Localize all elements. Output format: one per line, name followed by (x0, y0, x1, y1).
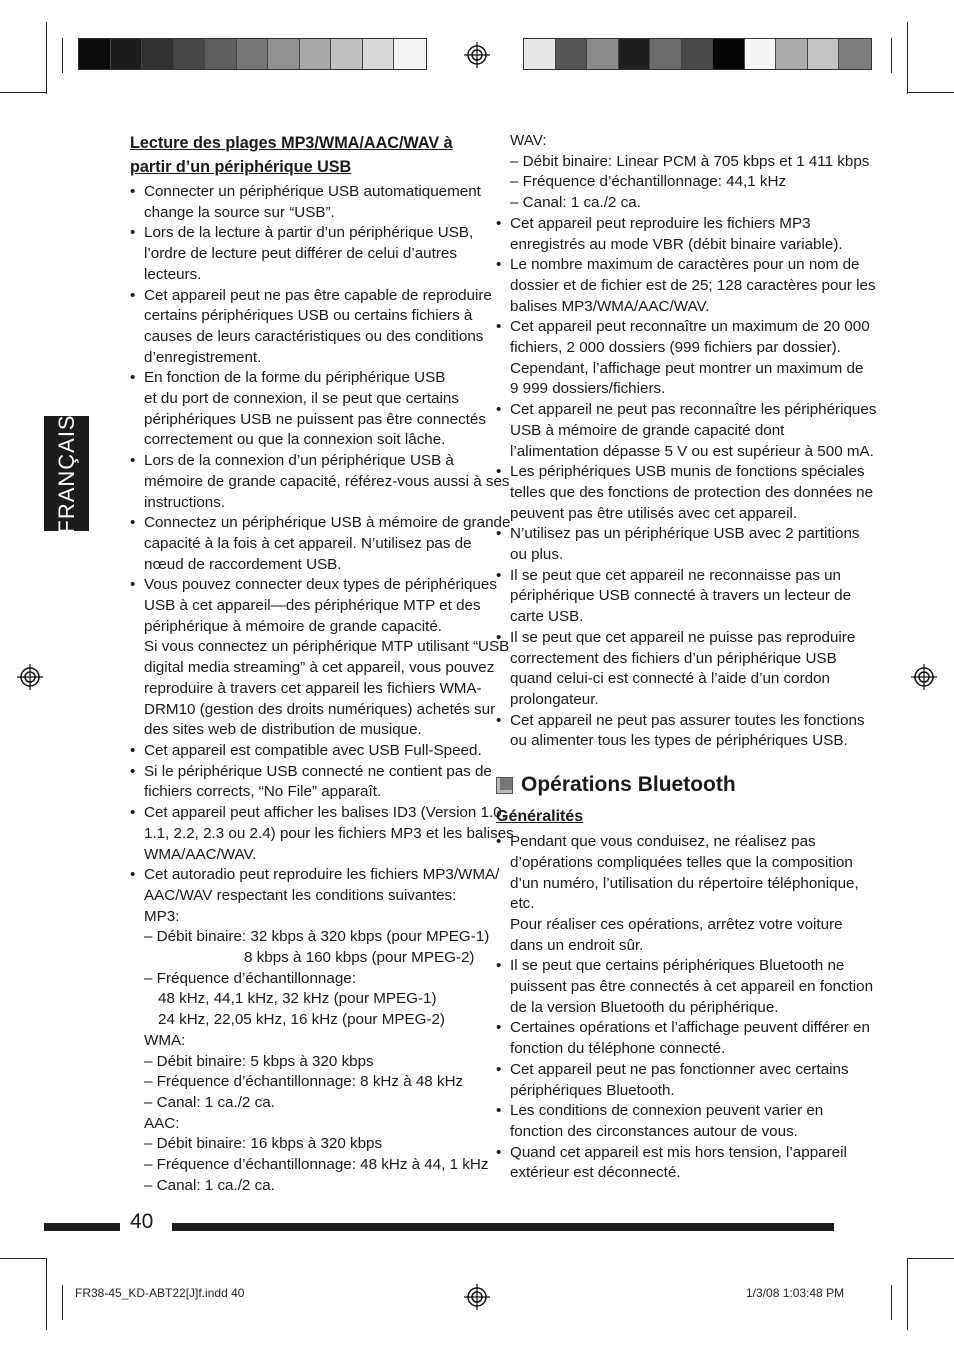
color-swatch (839, 39, 871, 69)
list-item (130, 223, 474, 285)
color-swatch (650, 39, 682, 69)
list-item (496, 1060, 849, 1101)
list-item-line: • Il se peut que certains périphériques Bluetooth ne (510, 957, 845, 975)
list-item (130, 865, 500, 906)
list-item-line: mémoire de grande capacité, référez-vous aussi à ses (144, 472, 510, 490)
language-tab (44, 413, 89, 534)
list-item-line: lecteurs. (144, 265, 202, 283)
page-number: 40 (130, 1210, 154, 1233)
list-item-line: • Certaines opérations et l’affichage peuvent différer en (510, 1019, 870, 1037)
spec-line: – Canal: 1 ca./2 ca. (144, 1176, 275, 1194)
list-item-line: • Cet appareil peut reproduire les fichiers MP3 (510, 214, 811, 232)
spec-line: – Fréquence d’échantillonnage: 48 kHz à 44, 1 kHz (144, 1156, 489, 1174)
list-item (496, 317, 870, 400)
color-swatch (237, 39, 269, 69)
crop-mark (46, 1258, 47, 1330)
list-item (496, 628, 856, 711)
list-item-line: • Cet appareil ne peut pas assurer toutes les fonctions (510, 711, 865, 729)
list-item (130, 575, 510, 741)
list-item-line: prolongateur. (510, 690, 599, 708)
list-item-line: • Vous pouvez connecter deux types de périphériques (144, 576, 497, 594)
section-title-usb (130, 131, 470, 179)
list-item (496, 524, 860, 565)
list-item-line: périphériques Bluetooth. (510, 1081, 675, 1099)
list-item-line: et du port de connexion, il se peut que certains (144, 390, 459, 408)
list-item-line: • N’utilisez pas un périphérique USB avec 2 partitions (510, 525, 860, 543)
spec-label: WAV: (510, 132, 547, 149)
list-item-line: change la source sur “USB”. (144, 203, 335, 221)
list-item-line: • Les conditions de connexion peuvent varier en (510, 1102, 824, 1120)
list-item-line: périphérique USB connecté à travers un lecteur de (510, 587, 852, 605)
list-item-line: • Il se peut que cet appareil ne reconnaisse pas un (510, 566, 841, 584)
list-item-line: carte USB. (510, 608, 584, 626)
list-item (496, 1101, 836, 1142)
usb-notes-list-continued (496, 214, 877, 752)
spec-line: – Débit binaire: Linear PCM à 705 kbps et 1 411 kbps (510, 152, 870, 170)
list-item-line: Si vous connectez un périphérique MTP utilisant “USB (144, 638, 510, 656)
color-swatch (682, 39, 714, 69)
list-item-line: capacité à la fois à cet appareil. N’utilisez pas de (144, 534, 472, 552)
usb-notes-list (130, 182, 514, 907)
spec-label: WMA: (144, 1031, 186, 1049)
list-item-line: enregistrés au mode VBR (débit binaire variable). (510, 235, 843, 253)
list-item-line: dossier et de fichier est de 25; 128 caractères pour les (510, 276, 876, 294)
list-item-line: • Lors de la connexion d’un périphérique USB à (144, 452, 454, 470)
list-item-line: ou alimenter tous les types de périphériques USB. (510, 732, 848, 750)
crop-mark (891, 38, 892, 73)
list-item (496, 832, 859, 956)
list-item (130, 286, 492, 369)
list-item-line: • Il se peut que cet appareil ne puisse pas reproduire (510, 628, 856, 646)
crop-mark (62, 38, 63, 73)
list-item-line: certains périphériques USB ou certains fichiers à (144, 307, 473, 325)
right-column (496, 131, 877, 1184)
list-item-line: nœud de raccordement USB. (144, 555, 342, 573)
list-item-line: correctement des fichiers d’un périphérique USB (510, 649, 837, 667)
list-item (130, 368, 486, 451)
color-swatch (713, 39, 745, 69)
color-calibration-bar-right (523, 38, 872, 70)
list-item (496, 400, 877, 462)
crop-mark (907, 1258, 954, 1259)
spec-line: – Débit binaire: 5 kbps à 320 kbps (144, 1052, 374, 1070)
list-item-line: • Quand cet appareil est mis hors tension, l’appareil (510, 1143, 847, 1161)
color-swatch (524, 39, 556, 69)
color-swatch (331, 39, 363, 69)
color-swatch (556, 39, 588, 69)
list-item (496, 255, 876, 317)
crop-mark (907, 22, 908, 94)
list-item-line: quand celui-ci est connecté à l’aide d’un cordon (510, 670, 830, 688)
color-swatch (808, 39, 840, 69)
list-item-line: l’ordre de lecture peut différer de celui d’autres (144, 245, 457, 263)
list-item (130, 182, 481, 223)
registration-mark-icon (464, 42, 490, 68)
left-column (130, 131, 514, 1196)
color-calibration-bar-left (78, 38, 427, 70)
list-item-line: puissent pas être connectés à cet appareil en fonction (510, 978, 874, 996)
list-item-line: correctement ou que la connexion soit lâche. (144, 431, 446, 449)
color-swatch (394, 39, 426, 69)
list-item-line: reproduire à travers cet appareil les fichiers WMA- (144, 679, 482, 697)
general-subtitle: Généralités (496, 808, 584, 826)
list-item-line: périphérique à mémoire de grande capacité. (144, 617, 443, 635)
list-item (130, 451, 510, 513)
crop-mark (46, 22, 47, 94)
list-item-line: balises MP3/WMA/AAC/WAV. (510, 297, 710, 315)
list-item (496, 462, 874, 524)
color-swatch (363, 39, 395, 69)
registration-mark-icon (464, 1284, 490, 1310)
list-item (496, 1018, 870, 1059)
spec-line: – Fréquence d’échantillonnage: (144, 969, 356, 987)
list-item-line: etc. (510, 895, 535, 913)
bluetooth-title: Opérations Bluetooth (521, 773, 736, 797)
color-swatch (268, 39, 300, 69)
list-item-line: • Pendant que vous conduisez, ne réalisez pas (510, 833, 816, 851)
color-swatch (205, 39, 237, 69)
list-item (130, 513, 511, 575)
list-item-line: des sites web de distribution de musique. (144, 721, 422, 739)
list-item (496, 1143, 847, 1184)
crop-mark (62, 1285, 63, 1320)
list-item-line: USB à cet appareil—des périphérique MTP et des (144, 597, 481, 615)
list-item-line: extérieur est déconnecté. (510, 1164, 681, 1182)
color-swatch (79, 39, 111, 69)
list-item-line: • Cet autoradio peut reproduire les fichiers MP3/WMA/ (144, 866, 500, 884)
list-item-line: Pour réaliser ces opérations, arrêtez votre voiture (510, 915, 843, 933)
spec-line: 8 kbps à 160 kbps (pour MPEG-2) (244, 949, 475, 967)
footer-bar-left (44, 1223, 120, 1231)
list-item-line: • Connecter un périphérique USB automatiquement (144, 183, 481, 200)
color-swatch (745, 39, 777, 69)
list-item-line: • Cet appareil est compatible avec USB Full-Speed. (144, 741, 482, 759)
color-swatch (174, 39, 206, 69)
color-swatch (587, 39, 619, 69)
footer-bar-right (172, 1223, 834, 1231)
list-item-line: l’alimentation dépasse 5 V ou est supérieur à 500 mA. (510, 442, 874, 460)
list-item-line: AAC/WAV respectant les conditions suivantes: (144, 886, 457, 904)
registration-mark-icon (911, 664, 937, 690)
list-item-line: périphériques USB ne puissent pas être connectés (144, 410, 486, 428)
spec-line: 24 kHz, 22,05 kHz, 16 kHz (pour MPEG-2) (158, 1011, 445, 1029)
registration-mark-icon (17, 664, 43, 690)
list-item-line: • Connectez un périphérique USB à mémoire de grande (144, 514, 511, 532)
list-item-line: • En fonction de la forme du périphérique USB (144, 369, 446, 387)
list-item-line: • Cet appareil peut ne pas fonctionner avec certains (510, 1060, 849, 1078)
list-item-line: • Lors de la lecture à partir d’un périphérique USB, (144, 224, 474, 242)
color-swatch (300, 39, 332, 69)
color-swatch (111, 39, 143, 69)
list-item-line: 1.1, 2.2, 2.3 ou 2.4) pour les fichiers MP3 et les balises (144, 824, 514, 842)
spec-label: AAC: (144, 1114, 180, 1132)
list-item-line: • Les périphériques USB munis de fonctions spéciales (510, 463, 865, 481)
list-item-line: de la version Bluetooth du périphérique. (510, 998, 779, 1016)
crop-mark (0, 92, 46, 93)
list-item (130, 741, 482, 762)
list-item-line: • Cet appareil ne peut pas reconnaître les périphériques (510, 401, 877, 419)
language-tab-label: FRANÇAIS (53, 413, 79, 534)
crop-mark (907, 92, 954, 93)
spec-line: – Canal: 1 ca./2 ca. (510, 194, 641, 212)
list-item-line: fichiers, 2 000 dossiers (999 fichiers par dossier). (510, 339, 841, 357)
spec-line: – Canal: 1 ca./2 ca. (144, 1093, 275, 1111)
list-item-line: telles que des fonctions de protection des données ne (510, 483, 874, 501)
list-item-line: USB à mémoire de grande capacité dont (510, 421, 785, 439)
crop-mark (0, 1258, 46, 1259)
list-item (130, 762, 492, 803)
list-item-line: fonction des circonstances autour de vous. (510, 1122, 798, 1140)
wav-specs (496, 131, 870, 214)
list-item-line: • Le nombre maximum de caractères pour un nom de (510, 256, 860, 274)
list-item-line: d’enregistrement. (144, 348, 262, 366)
bluetooth-notes-list (496, 832, 874, 1184)
list-item-line: ou plus. (510, 546, 564, 564)
list-item (130, 803, 514, 865)
crop-mark (891, 1285, 892, 1320)
list-item-line: 9 999 dossiers/fichiers. (510, 380, 666, 398)
list-item (496, 566, 852, 628)
spec-line: – Débit binaire: 32 kbps à 320 kbps (pour MPEG-1) (144, 928, 490, 946)
list-item-line: • Cet appareil peut ne pas être capable de reproduire (144, 286, 492, 304)
list-item-line: • Cet appareil peut afficher les balises ID3 (Version 1.0, (144, 804, 506, 822)
list-item-line: • Cet appareil peut reconnaître un maximum de 20 000 (510, 318, 870, 336)
spec-line: – Débit binaire: 16 kbps à 320 kbps (144, 1135, 383, 1153)
color-swatch (142, 39, 174, 69)
spec-line: – Fréquence d’échantillonnage: 44,1 kHz (510, 173, 787, 191)
spec-line: 48 kHz, 44,1 kHz, 32 kHz (pour MPEG-1) (158, 990, 437, 1008)
spec-line: – Fréquence d’échantillonnage: 8 kHz à 48 kHz (144, 1073, 464, 1091)
list-item (496, 956, 874, 1018)
list-item-line: peuvent pas être utilisés avec cet appareil. (510, 504, 798, 522)
list-item (496, 711, 865, 752)
section-title-line: Lecture des plages MP3/WMA/AAC/WAV à (130, 134, 453, 152)
list-item-line: instructions. (144, 493, 226, 511)
list-item (496, 214, 843, 255)
list-item-line: digital media streaming” à cet appareil, vous pouvez (144, 659, 495, 677)
list-item-line: fonction du téléphone connecté. (510, 1040, 726, 1058)
list-item-line: WMA/AAC/WAV. (144, 845, 257, 863)
list-item-line: DRM10 (gestion des droits numériques) achetés sur (144, 700, 496, 718)
list-item-line: • Si le périphérique USB connecté ne contient pas de (144, 762, 492, 780)
list-item-line: d’un numéro, l’utilisation du répertoire téléphonique, (510, 874, 859, 892)
color-swatch (619, 39, 651, 69)
list-item-line: fichiers corrects, “No File” apparaît. (144, 783, 382, 801)
crop-mark (907, 1258, 908, 1330)
list-item-line: causes de leurs caractéristiques ou des conditions (144, 327, 484, 345)
color-swatch (776, 39, 808, 69)
list-item-line: Cependant, l’affichage peut montrer un maximum de (510, 359, 864, 377)
list-item-line: d’opérations compliquées telles que la composition (510, 853, 853, 871)
section-title-line: partir d’un périphérique USB (130, 158, 352, 176)
slug-file-info: FR38-45_KD-ABT22[J]f.indd 40 (75, 1286, 245, 1300)
slug-date-info: 1/3/08 1:03:48 PM (746, 1286, 845, 1300)
bluetooth-heading (496, 772, 836, 798)
section-square-icon (496, 777, 513, 794)
spec-label: MP3: (144, 907, 180, 925)
list-item-line: dans un endroit sûr. (510, 936, 644, 954)
format-specs (130, 907, 490, 1197)
